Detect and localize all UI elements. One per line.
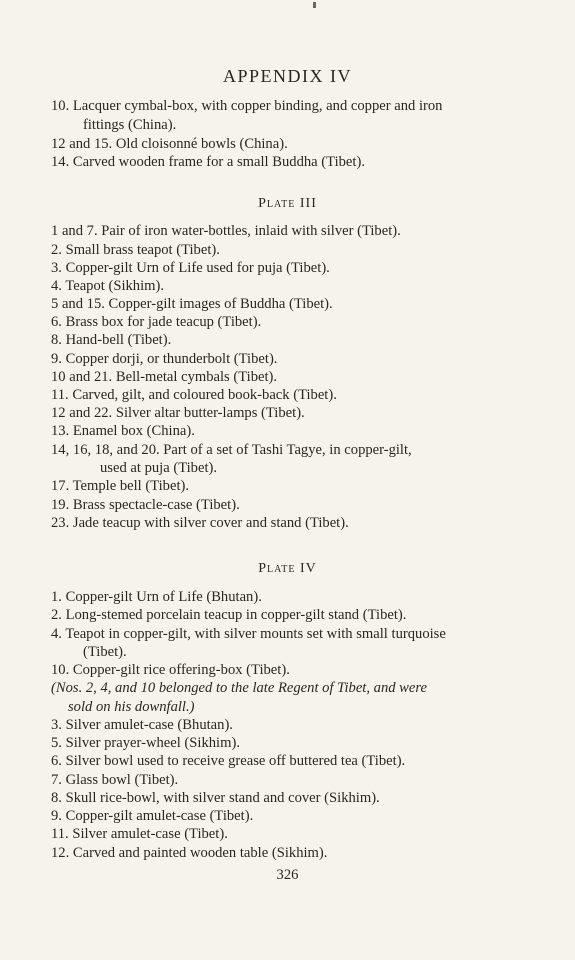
list-item-continuation: used at puja (Tibet). [100,460,218,476]
note-text: (Nos. 2, 4, and 10 belonged to the late Regent of Tibet, and were [51,680,428,696]
page-number: 326 [276,867,299,883]
list-item: 8. Skull rice-bowl, with silver stand and cover (Sikhim). [51,790,380,806]
list-item: 10 and 21. Bell-metal cymbals (Tibet). [51,369,278,385]
list-item: 4. Teapot (Sikhim). [51,278,165,294]
list-item: 23. Jade teacup with silver cover and stand (Tibet). [51,515,349,531]
list-item: 13. Enamel box (China). [51,423,195,439]
list-item: 6. Silver bowl used to receive grease off buttered tea (Tibet). [51,753,406,769]
list-item: 12. Carved and painted wooden table (Sikhim). [51,845,328,861]
list-item-continuation: (Tibet). [83,644,127,660]
list-item: 1 and 7. Pair of iron water-bottles, inlaid with silver (Tibet). [51,223,401,239]
list-item: 10. Copper-gilt rice offering-box (Tibet). [51,662,290,678]
print-mark [313,2,316,8]
list-item: 14, 16, 18, and 20. Part of a set of Tashi Tagye, in copper-gilt, [51,442,412,458]
list-item: 11. Silver amulet-case (Tibet). [51,826,228,842]
list-item: 2. Long-stemed porcelain teacup in copper-gilt stand (Tibet). [51,607,407,623]
list-item: 12 and 22. Silver altar butter-lamps (Tibet). [51,405,305,421]
list-item: 3. Silver amulet-case (Bhutan). [51,717,233,733]
list-item: 3. Copper-gilt Urn of Life used for puja (Tibet). [51,260,330,276]
list-item: 9. Copper-gilt amulet-case (Tibet). [51,808,254,824]
list-item: 5. Silver prayer-wheel (Sikhim). [51,735,240,751]
section-heading-plate-iii: Plate III [258,196,317,211]
list-item: 19. Brass spectacle-case (Tibet). [51,497,240,513]
section-heading-plate-iv: Plate IV [258,561,317,576]
list-item: 7. Glass bowl (Tibet). [51,772,179,788]
list-item: 1. Copper-gilt Urn of Life (Bhutan). [51,589,262,605]
page-title: APPENDIX IV [223,66,352,86]
list-item: 11. Carved, gilt, and coloured book-back (Tibet). [51,387,337,403]
list-item: 5 and 15. Copper-gilt images of Buddha (Tibet). [51,296,333,312]
list-item: 10. Lacquer cymbal-box, with copper binding, and copper and iron [51,98,443,114]
list-item: 17. Temple bell (Tibet). [51,478,190,494]
list-item: 12 and 15. Old cloisonné bowls (China). [51,136,288,152]
note-text-continuation: sold on his downfall.) [68,699,195,715]
list-item: 6. Brass box for jade teacup (Tibet). [51,314,262,330]
list-item-continuation: fittings (China). [83,117,177,133]
list-item: 2. Small brass teapot (Tibet). [51,242,220,258]
list-item: 9. Copper dorji, or thunderbolt (Tibet). [51,351,278,367]
list-item: 14. Carved wooden frame for a small Buddha (Tibet). [51,154,365,170]
list-item: 4. Teapot in copper-gilt, with silver mounts set with small turquoise [51,626,446,642]
list-item: 8. Hand-bell (Tibet). [51,332,172,348]
